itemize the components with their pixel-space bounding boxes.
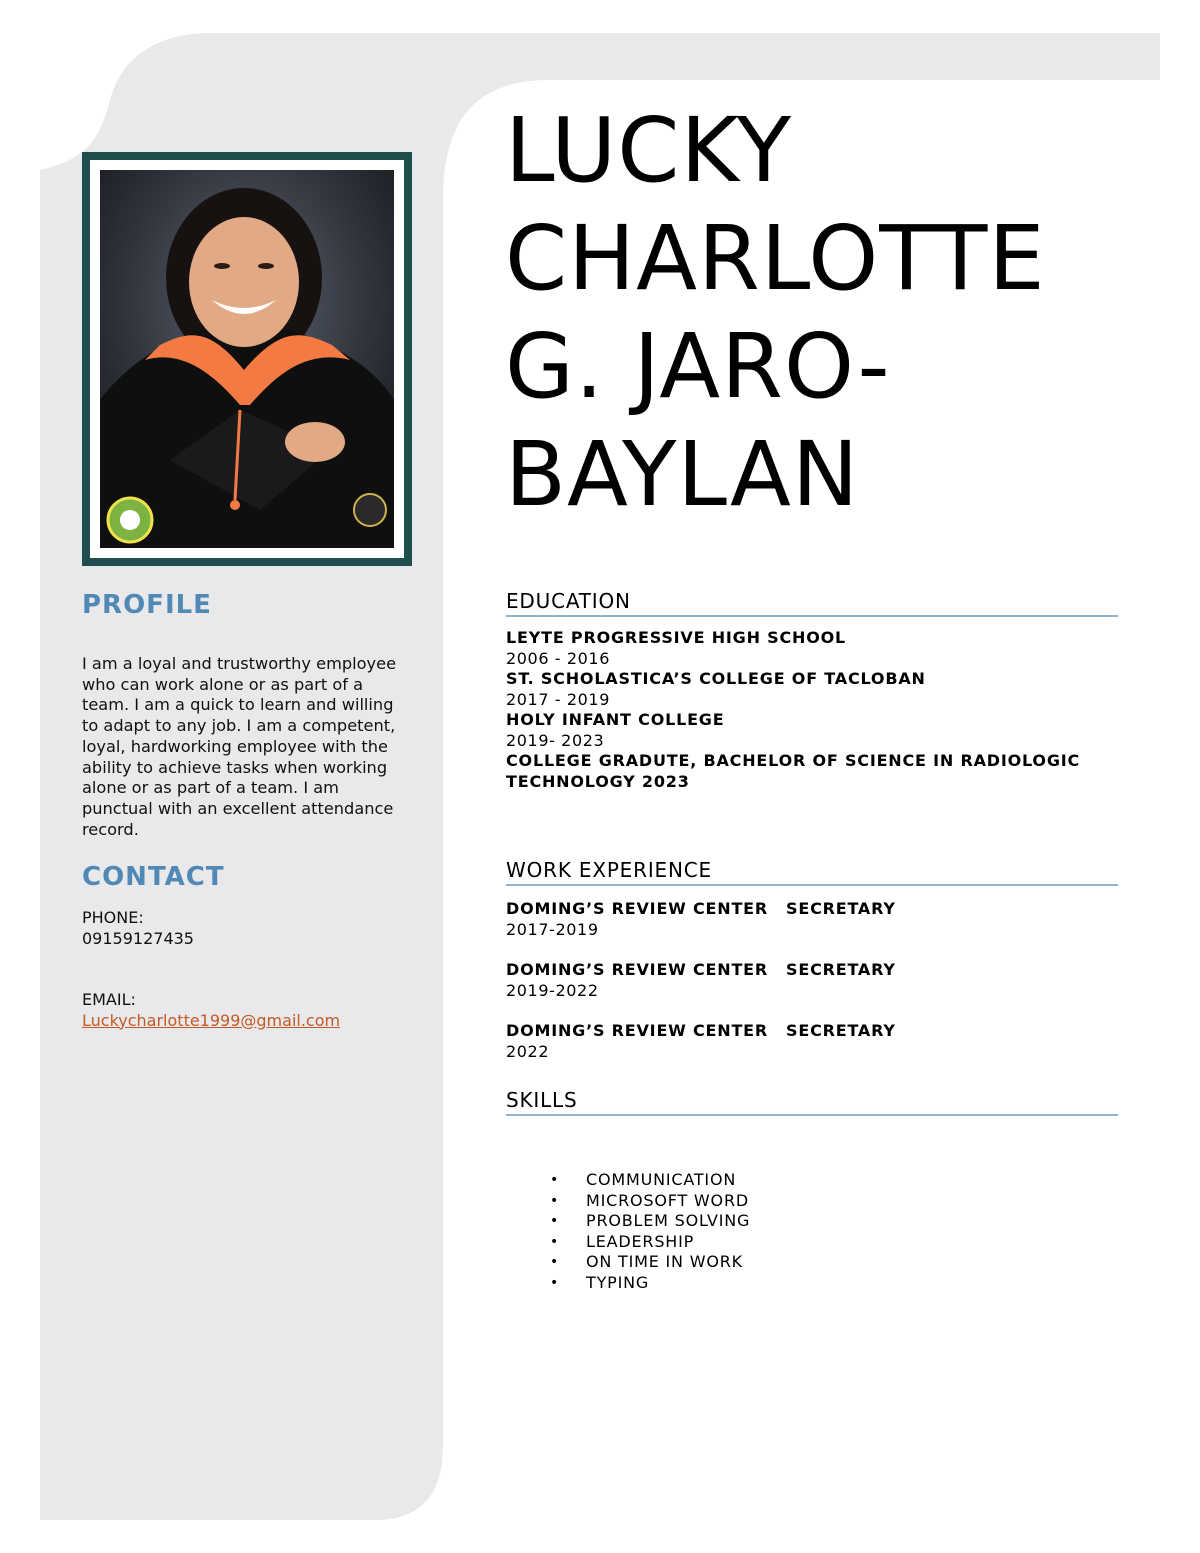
email-block xyxy=(82,990,340,1031)
job-role: SECRETARY xyxy=(786,899,896,918)
skills-title: SKILLS xyxy=(506,1088,1118,1116)
name-line: CHARLOTTE xyxy=(505,206,1046,310)
job-role: SECRETARY xyxy=(786,1021,896,1040)
skill-item: • MICROSOFT WORD xyxy=(506,1191,1118,1212)
graduation-photo xyxy=(100,170,394,548)
education-section xyxy=(506,589,1118,792)
email-label: EMAIL: xyxy=(82,990,136,1009)
work-entry xyxy=(506,899,1118,940)
skills-list xyxy=(506,1170,1118,1293)
skill-item: • PROBLEM SOLVING xyxy=(506,1211,1118,1232)
degree-line: COLLEGE GRADUTE, BACHELOR OF SCIENCE IN RADIOLOGIC TECHNOLOGY 2023 xyxy=(506,751,1081,791)
work-experience-section xyxy=(506,858,1118,1082)
school-name: ST. SCHOLASTICA’S COLLEGE OF TACLOBAN xyxy=(506,669,926,688)
school-name: LEYTE PROGRESSIVE HIGH SCHOOL xyxy=(506,628,847,647)
skills-section xyxy=(506,1088,1118,1293)
phone-label: PHONE: xyxy=(82,908,144,927)
education-title: EDUCATION xyxy=(506,589,1118,617)
skill-item: • TYPING xyxy=(506,1273,1118,1294)
company-name: DOMING’S REVIEW CENTER xyxy=(506,899,769,918)
work-entry xyxy=(506,960,1118,1001)
full-name xyxy=(505,96,1145,528)
skill-item: • ON TIME IN WORK xyxy=(506,1252,1118,1273)
work-years: 2022 xyxy=(506,1041,550,1061)
school-name: HOLY INFANT COLLEGE xyxy=(506,710,725,729)
skill-item: • COMMUNICATION xyxy=(506,1170,1118,1191)
job-role: SECRETARY xyxy=(786,960,896,979)
work-years: 2019-2022 xyxy=(506,980,599,1000)
work-experience-title: WORK EXPERIENCE xyxy=(506,858,1118,886)
email-link[interactable]: Luckycharlotte1999@gmail.com xyxy=(82,1010,341,1030)
company-name: DOMING’S REVIEW CENTER xyxy=(506,1021,769,1040)
profile-photo-frame xyxy=(82,152,412,566)
school-years: 2006 - 2016 xyxy=(506,648,610,668)
work-years: 2017-2019 xyxy=(506,919,599,939)
profile-summary: I am a loyal and trustworthy employee who can work alone or as part of a team. I am a quick to learn and willing to adapt to any job. I am a competent, loyal, hardworking employee with the ability to achieve tasks when working alone or as part of a team. I am punctual with an excellent attendance record. xyxy=(82,654,397,839)
company-name: DOMING’S REVIEW CENTER xyxy=(506,960,769,979)
work-entry xyxy=(506,1021,1118,1062)
name-line: BAYLAN xyxy=(505,422,860,526)
name-line: LUCKY xyxy=(505,98,792,202)
school-years: 2017 - 2019 xyxy=(506,689,610,709)
profile-heading: PROFILE xyxy=(82,590,212,620)
phone-number: 09159127435 xyxy=(82,928,194,948)
school-years: 2019- 2023 xyxy=(506,730,605,750)
skill-item: • LEADERSHIP xyxy=(506,1232,1118,1253)
contact-heading: CONTACT xyxy=(82,862,225,892)
name-line: G. JARO- xyxy=(505,314,891,418)
phone-block xyxy=(82,908,194,949)
